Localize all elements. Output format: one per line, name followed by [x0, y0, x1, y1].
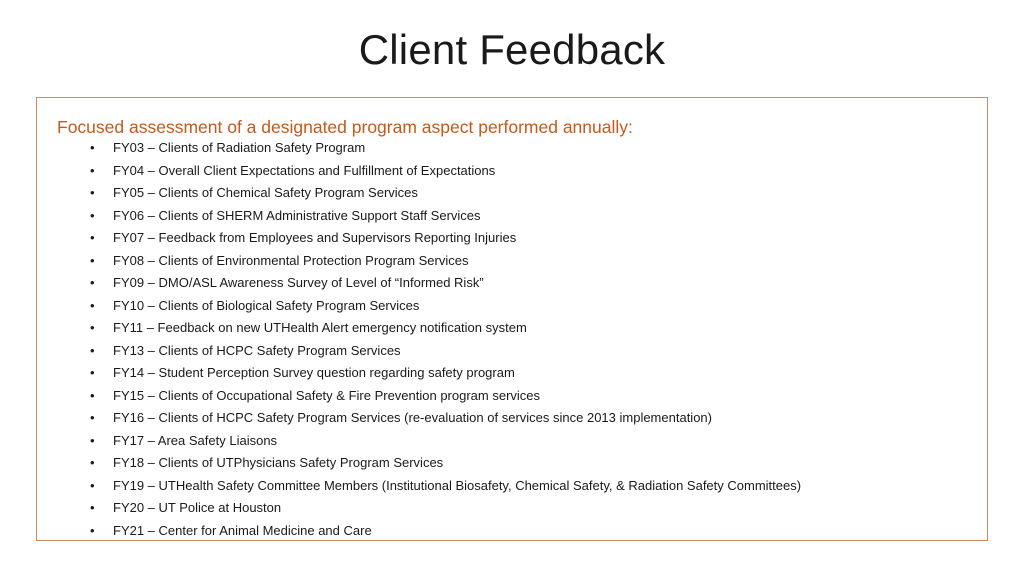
list-item-text: FY03 – Clients of Radiation Safety Program	[113, 140, 366, 155]
list-item-text: FY21 – Center for Animal Medicine and Care	[113, 522, 372, 538]
bullet-icon: •	[90, 477, 95, 493]
list-item-text: FY16 – Clients of HCPC Safety Program Services (re-evaluation of services since 2013 implementation)	[113, 410, 712, 425]
list-item-text: FY18 – Clients of UTPhysicians Safety Program Services	[113, 455, 444, 470]
list-item-text: FY09 – DMO/ASL Awareness Survey of Level of “Informed Risk”	[113, 275, 484, 290]
list-item-text: FY15 – Clients of Occupational Safety & Fire Prevention program services	[113, 387, 541, 403]
bullet-icon: •	[90, 410, 95, 425]
list-item-text: FY07 – Feedback from Employees and Supervisors Reporting Injuries	[113, 230, 517, 245]
bullet-icon: •	[90, 522, 95, 538]
bullet-icon: •	[90, 230, 95, 245]
list-item-text: FY08 – Clients of Environmental Protection Program Services	[113, 252, 469, 268]
bullet-icon: •	[90, 342, 95, 358]
bullet-icon: •	[90, 365, 95, 380]
list-item-text: FY11 – Feedback on new UTHealth Alert emergency notification system	[113, 320, 527, 335]
bullet-icon: •	[90, 252, 95, 268]
bullet-icon: •	[90, 432, 95, 448]
bullet-icon: •	[90, 455, 95, 470]
bullet-icon: •	[90, 207, 95, 223]
bullet-icon: •	[90, 185, 95, 200]
bullet-icon: •	[90, 275, 95, 290]
list-item-text: FY17 – Area Safety Liaisons	[113, 432, 278, 448]
list-item-text: FY19 – UTHealth Safety Committee Members (Institutional Biosafety, Chemical Safety, & Radiation Safety Committees)	[113, 477, 802, 493]
bullet-icon: •	[90, 140, 95, 155]
list-item-text: FY20 – UT Police at Houston	[113, 500, 282, 515]
list-item-text: FY14 – Student Perception Survey question regarding safety program	[113, 365, 515, 380]
slide-title: Client Feedback	[358, 26, 666, 73]
bullet-icon: •	[90, 162, 95, 178]
list-item-text: FY06 – Clients of SHERM Administrative Support Staff Services	[113, 207, 481, 223]
bullet-icon: •	[90, 387, 95, 403]
content-heading: Focused assessment of a designated program aspect performed annually:	[57, 117, 633, 137]
list-item-text: FY10 – Clients of Biological Safety Program Services	[113, 297, 420, 313]
bullet-icon: •	[90, 500, 95, 515]
list-item-text: FY13 – Clients of HCPC Safety Program Services	[113, 342, 401, 358]
list-item-text: FY04 – Overall Client Expectations and Fulfillment of Expectations	[113, 162, 496, 178]
bullet-icon: •	[90, 320, 95, 335]
bullet-icon: •	[90, 297, 95, 313]
list-item-text: FY05 – Clients of Chemical Safety Program Services	[113, 185, 418, 200]
content-box	[36, 97, 988, 541]
